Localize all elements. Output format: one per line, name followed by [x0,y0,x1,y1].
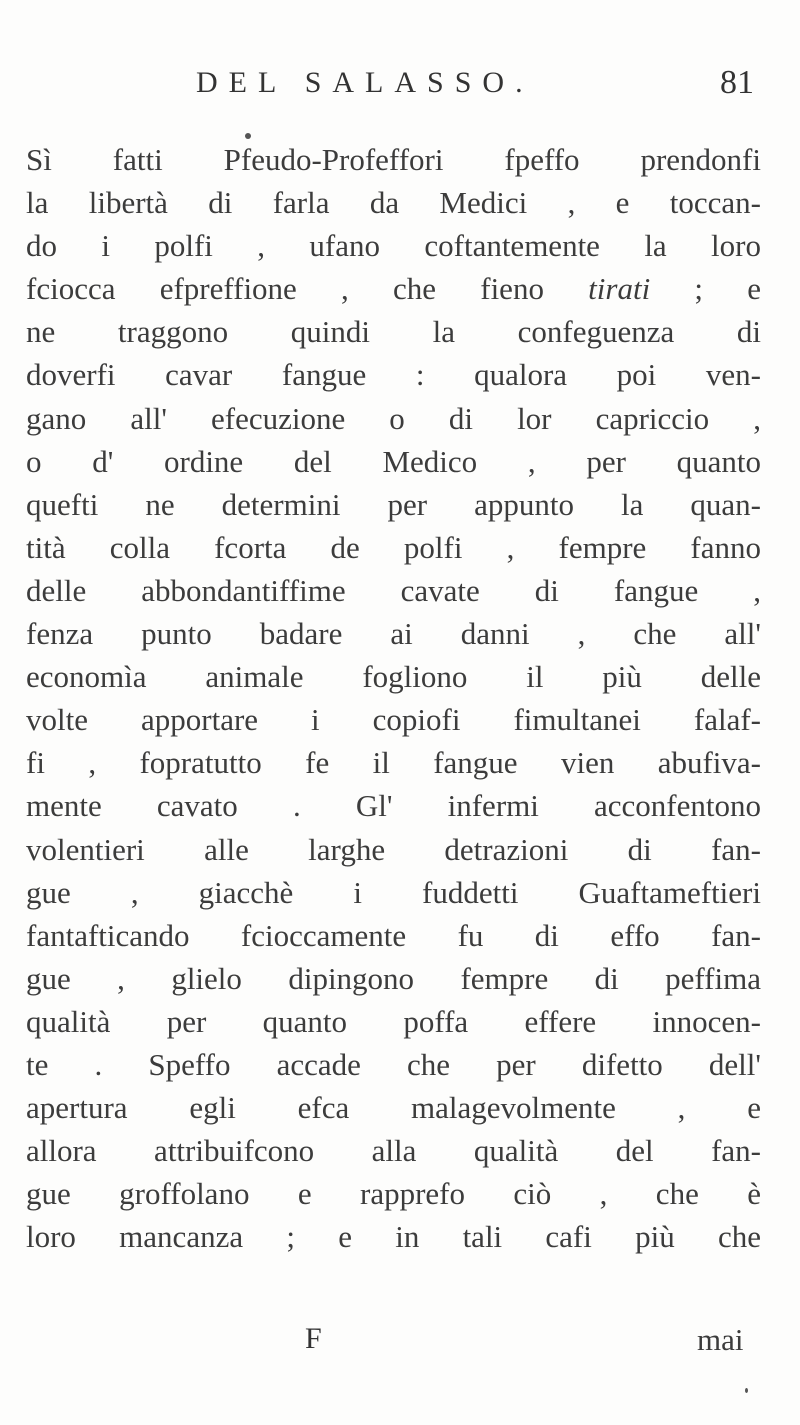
text-line: tità colla fcorta de polfi , fempre fanno [26,529,761,565]
text-line: qualità per quanto poffa effere innocen- [26,1003,761,1039]
text-line: o d' ordine del Medico , per quanto [26,443,761,479]
text-line: gue , glielo dipingono fempre di peffima [26,960,761,996]
text-line: allora attribuifcono alla qualità del fan- [26,1133,761,1169]
text-line: Sì fatti Pfeudo-Profeffori fpeffo prendonfi [26,142,761,177]
text-line: apertura egli efca malagevolmente , e [26,1090,761,1126]
text-line: volte apportare i copiofi fimultanei falaf- [26,702,761,738]
text-segment: ; e [650,271,762,307]
text-line: gano all' efecuzione o di lor capriccio , [26,400,761,436]
text-line: mente cavato . Gl' infermi acconfentono [26,788,761,824]
text-line: te . Speffo accade che per difetto dell' [26,1046,761,1082]
page-number: 81 [720,64,754,101]
text-line: fantafticando fcioccamente fu di effo fan- [26,917,761,953]
text-line: delle abbondantiffime cavate di fangue , [26,572,761,608]
text-line: gue groffolano e rapprefo ciò , che è [26,1176,761,1212]
text-line: gue , giacchè i fuddetti Guaftameftieri [26,874,761,910]
text-segment: fciocca efpreffione , che fieno [26,271,589,307]
text-line: do i polfi , ufano coftantemente la loro [26,228,761,264]
text-line: doverfi cavar fangue : qualora poi ven- [26,357,761,393]
text-line: loro mancanza ; e in tali cafi più che [26,1219,761,1255]
catchword: mai [697,1322,744,1357]
text-line: ne traggono quindi la confeguenza di [26,314,761,350]
body-text [26,138,761,1258]
text-line: economìa animale fogliono il più delle [26,659,761,695]
text-line-with-italic [26,267,761,310]
italic-word: tirati [588,271,651,307]
text-line: fenza punto badare ai danni , che all' [26,616,761,652]
ink-speck [245,133,251,139]
text-line: quefti ne determini per appunto la quan- [26,486,761,522]
text-line: fi , fopratutto fe il fangue vien abufiva- [26,745,761,781]
ink-speck [745,1388,748,1393]
text-line: la libertà di farla da Medici , e toccan- [26,185,761,221]
signature-mark: F [305,1322,322,1355]
running-head: DEL SALASSO. [196,66,534,99]
text-line: volentieri alle larghe detrazioni di fan- [26,831,761,867]
